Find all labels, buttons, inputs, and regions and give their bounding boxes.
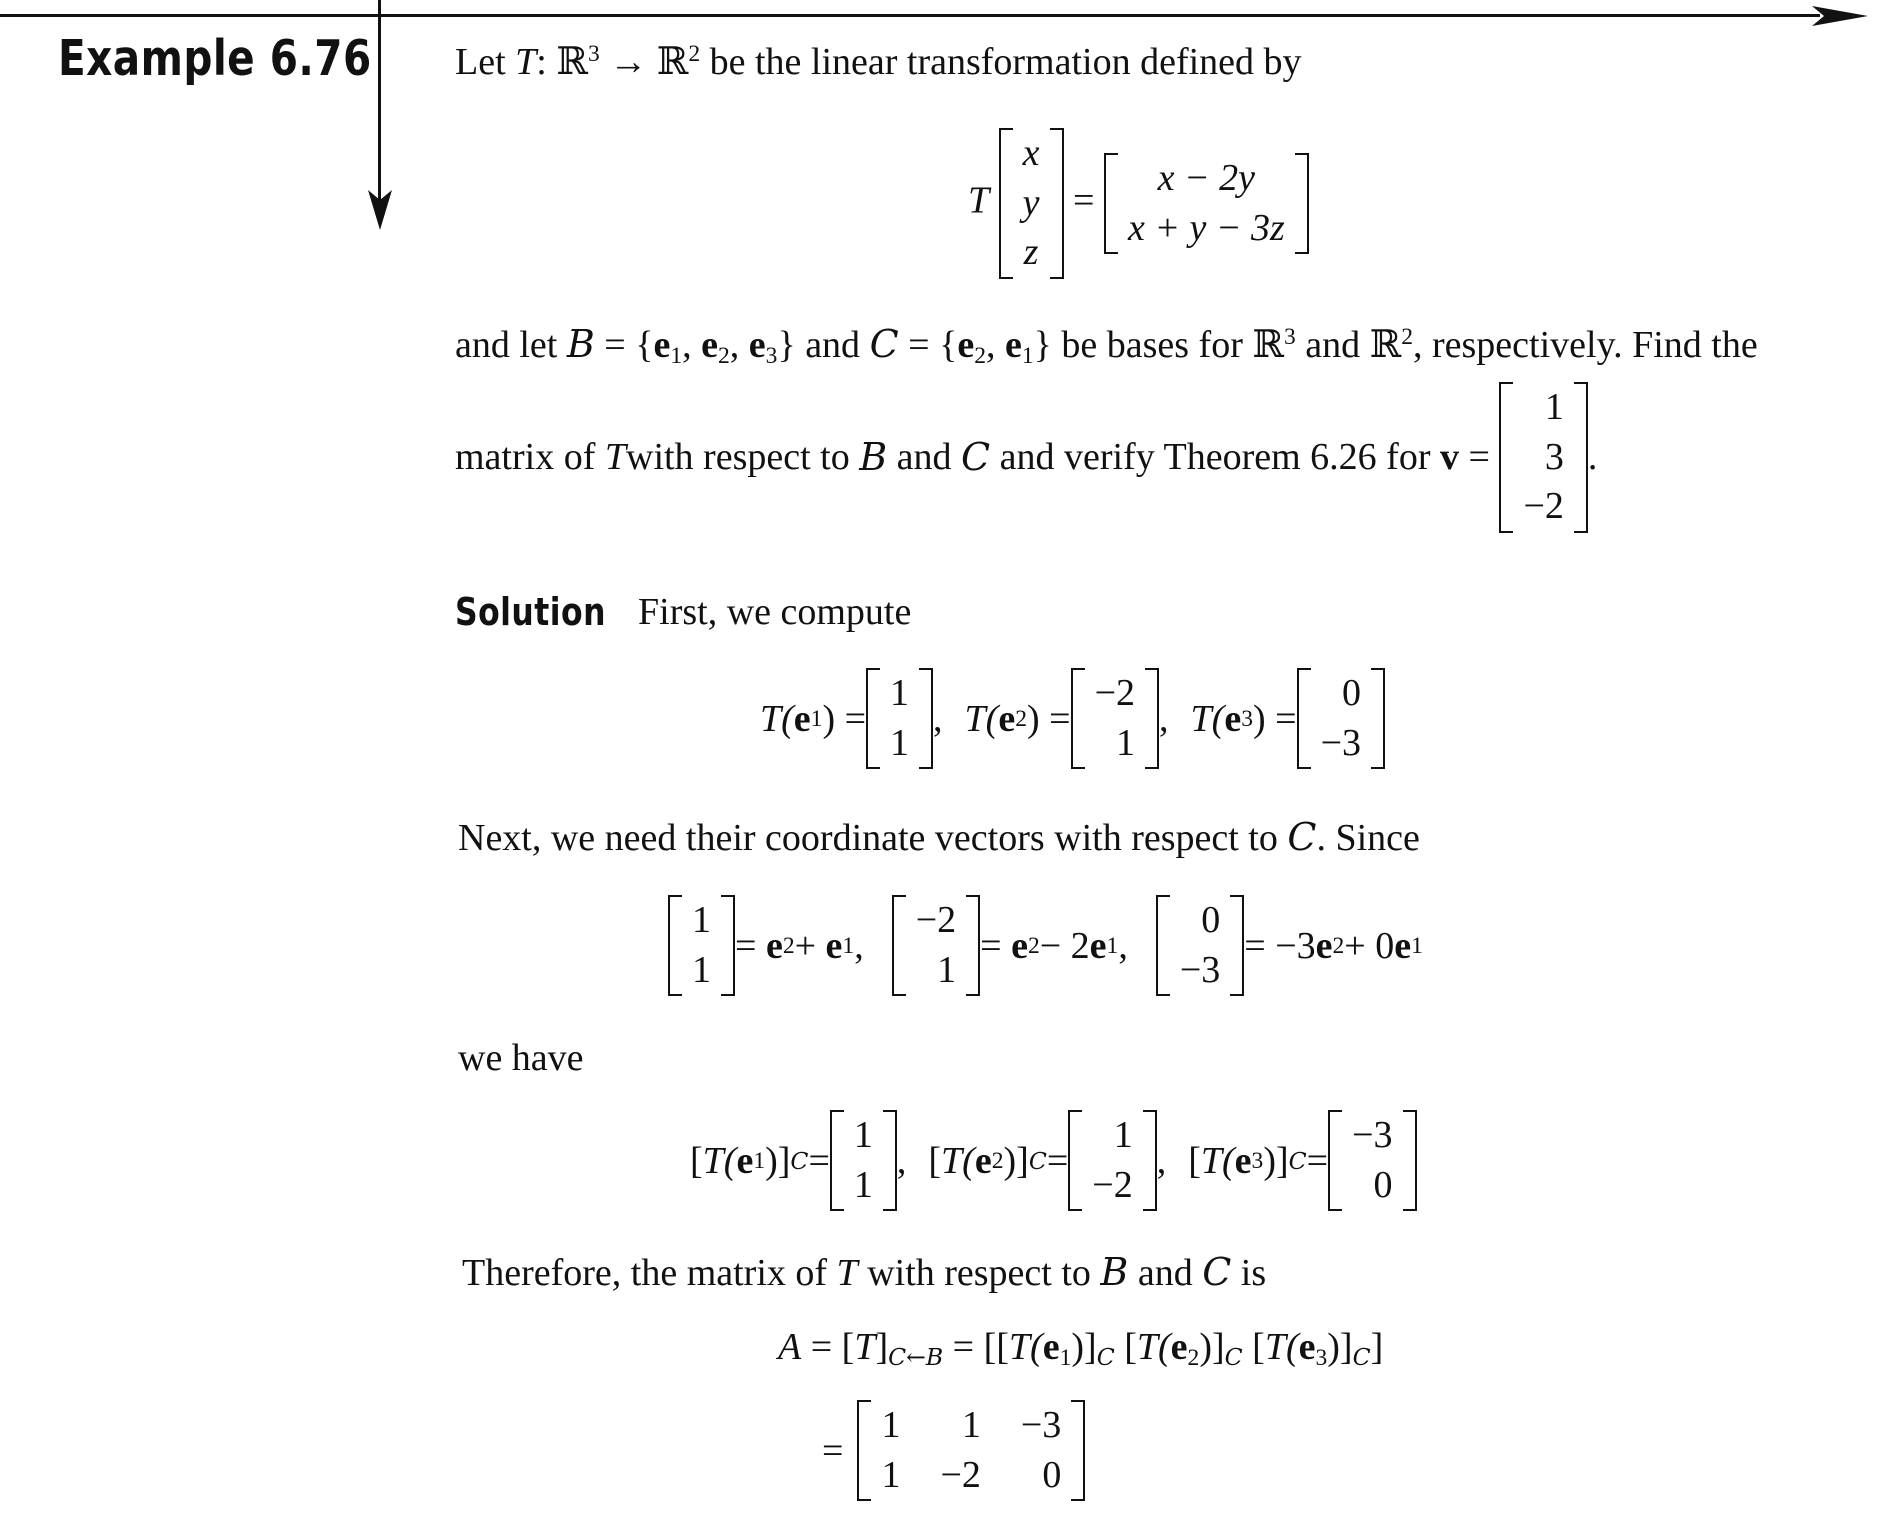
- coord-e3: [ T( e 3 )] C = −3 0: [1188, 1110, 1416, 1211]
- basis-images: [760, 668, 1385, 769]
- coordinate-vectors: [690, 1110, 1417, 1211]
- vertical-rule: [378, 0, 381, 200]
- coordinate-combinations: [668, 895, 1423, 996]
- intro-line: Let T: ℝ$^3$ → ℝ$^2$ be the linear transformation defined by: [455, 41, 1302, 83]
- coord-e1: [ T( e 1 )] C = 1 1 ,: [690, 1110, 906, 1211]
- matrix-A: 1 1 −3 1 −2 0: [857, 1400, 1085, 1501]
- transformation-definition: T x y z = x − 2y x + y − 3z: [968, 128, 1309, 279]
- matrix-line: matrix of T with respect to B and C and verify Theorem 6.26 for v = 1 3 −2 .: [455, 382, 1597, 533]
- combo-3: 0 −3 = −3 e 2 + 0 e 1: [1156, 895, 1423, 996]
- input-vector: x y z: [999, 128, 1064, 279]
- coord-e2: [ T( e 2 )] C = 1 −2 ,: [928, 1110, 1166, 1211]
- solution-intro: First, we compute: [638, 591, 912, 633]
- therefore-line: Therefore, the matrix of T with respect to B and C is: [462, 1250, 1267, 1294]
- image-e3: T( e 3 ) = 0 −3: [1191, 668, 1385, 769]
- top-rule-arrowhead-icon: [1812, 2, 1872, 30]
- example-label: Example 6.76: [58, 30, 372, 87]
- image-e1: T( e 1 ) = 1 1 ,: [760, 668, 943, 769]
- vertical-rule-arrowhead-icon: [366, 190, 394, 232]
- next-line: Next, we need their coordinate vectors with respect to C. Since: [458, 815, 1420, 859]
- combo-1: 1 1 = e 2 + e 1 ,: [668, 895, 864, 996]
- we-have-line: we have: [458, 1037, 584, 1079]
- result-matrix: = 1 1 −3 1 −2 0: [822, 1400, 1085, 1501]
- v-vector: 1 3 −2: [1499, 382, 1587, 533]
- combo-2: −2 1 = e 2 − 2 e 1 ,: [892, 895, 1128, 996]
- solution-label: Solution: [455, 590, 606, 634]
- matrix-definition: $A = [T]_{C\leftarrow B} = [[T(e_1)]_C$ $[T(e_2)]_C$ $[T(e_3)]_C$]: [778, 1326, 1384, 1371]
- image-e2: T( e 2 ) = −2 1 ,: [965, 668, 1169, 769]
- top-rule: [0, 14, 1820, 17]
- bases-line: and let $B = \{e_1$, $e_2$, $e_3$} and $C = \{e_2$, $e_1$} be bases for ℝ$^3$ and ℝ$^2$, respectively. Find the: [455, 322, 1758, 369]
- output-vector: x − 2y x + y − 3z: [1104, 153, 1309, 254]
